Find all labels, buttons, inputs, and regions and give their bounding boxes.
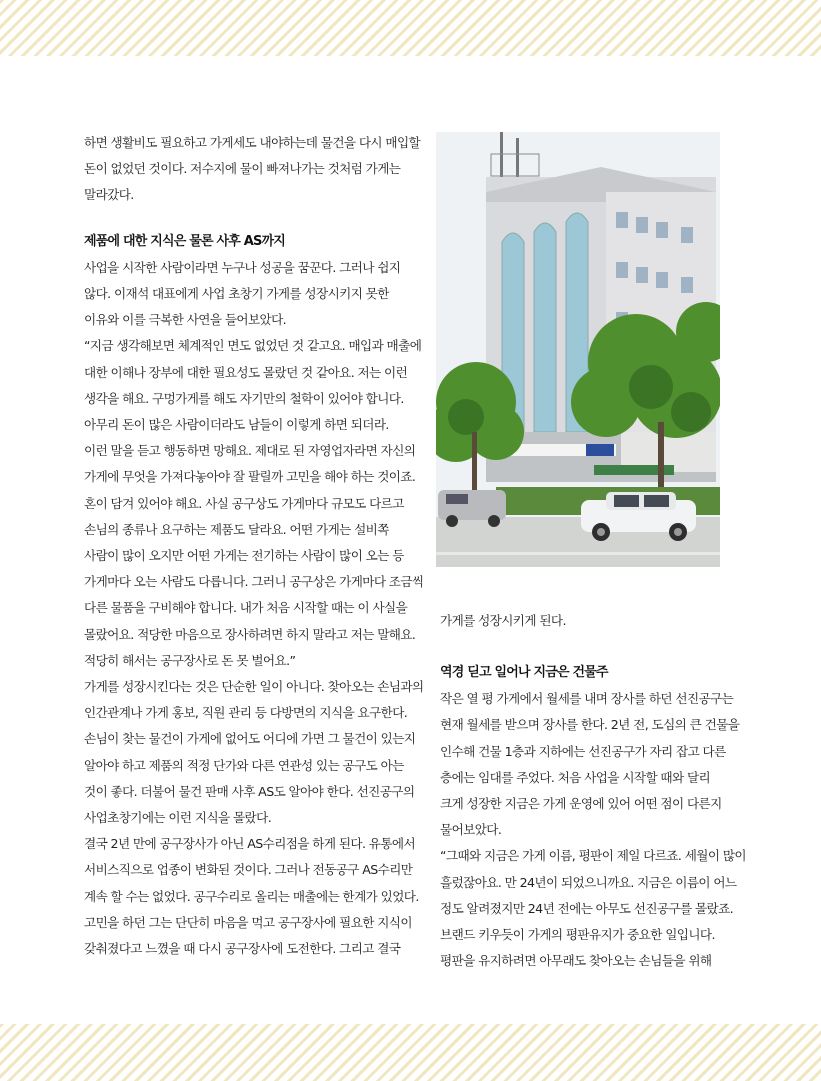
intro-line: 돈이 없었던 것이다. 저수지에 물이 빠져나가는 것처럼 가게는 (84, 161, 401, 177)
intro-line: 말라갔다. (84, 187, 134, 203)
body-line: 대한 이해나 장부에 대한 필요성도 몰랐던 것 같아요. 저는 이런 (84, 364, 408, 380)
body-line: 가게마다 오는 사람도 다릅니다. 그러니 공구상은 가게마다 조금씩 (84, 574, 424, 590)
body-line: 손님이 찾는 물건이 가게에 없어도 어디에 가면 그 물건이 있는지 (84, 731, 416, 747)
intro-paragraph (84, 130, 424, 209)
body-line: 다른 물품을 구비해야 합니다. 내가 처음 시작할 때는 이 사실을 (84, 600, 408, 616)
body-line: 알아야 하고 제품의 적정 단가와 다른 연관성 있는 공구도 아는 (84, 757, 404, 773)
right-body-line: 인수해 건물 1층과 지하에는 선진공구가 자리 잡고 다른 (440, 743, 726, 759)
left-text-column (84, 130, 424, 962)
right-body-line: 크게 성장한 지금은 가게 운영에 있어 어떤 점이 다른지 (440, 796, 722, 812)
body-line: 적당히 해서는 공구장사로 돈 못 벌어요.” (84, 652, 296, 668)
body-line: 결국 2년 만에 공구장사가 아닌 AS수리점을 하게 된다. 유통에서 (84, 836, 416, 852)
body-line: 가게에 무엇을 가져다놓아야 잘 팔릴까 고민을 해야 하는 것이죠. (84, 469, 416, 485)
body-line: 이유와 이를 극복한 사연을 들어보았다. (84, 312, 287, 328)
body-line: 계속 할 수는 없었다. 공구수리로 올리는 매출에는 한계가 있었다. (84, 888, 419, 904)
body-line: 아무리 돈이 많은 사람이더라도 남들이 이렇게 하면 되더라. (84, 417, 389, 433)
body-line: 사람이 많이 오지만 어떤 가게는 전기하는 사람이 많이 오는 등 (84, 548, 404, 564)
body-line: 갖춰졌다고 느꼈을 때 다시 공구장사에 도전한다. 그리고 결국 (84, 941, 401, 957)
section-heading-knowledge: 제품에 대한 지식은 물론 사후 AS까지 (84, 233, 286, 249)
section-heading-building-owner: 역경 딛고 일어나 지금은 건물주 (440, 665, 608, 680)
right-body-line: 브랜드 키우듯이 가게의 평판유지가 중요한 일입니다. (440, 927, 715, 943)
body-line: 인간관계나 가게 홍보, 직원 관리 등 다방면의 지식을 요구한다. (84, 705, 408, 721)
bottom-stripe-border (0, 1024, 821, 1081)
right-body-line: 물어보았다. (440, 822, 502, 838)
body-line: 사업을 시작한 사람이라면 누구나 성공을 꿈꾼다. 그러나 쉽지 (84, 259, 401, 275)
right-body-line: 정도 알려졌지만 24년 전에는 아무도 선진공구를 몰랐죠. (440, 900, 734, 916)
body-line: “지금 생각해보면 체계적인 면도 없었던 것 같고요. 매입과 매출에 (84, 338, 422, 354)
right-body-line: 흘렀잖아요. 만 24년이 되었으니까요. 지금은 이름이 어느 (440, 874, 737, 890)
building-photo (436, 132, 720, 567)
right-body-line: 작은 열 평 가게에서 월세를 내며 장사를 하던 선진공구는 (440, 691, 734, 707)
right-text-column (440, 660, 746, 974)
body-line: 않다. 이재석 대표에게 사업 초창기 가게를 성장시키지 못한 (84, 286, 389, 302)
body-line: 사업초창기에는 이런 지식을 몰랐다. (84, 810, 272, 826)
continuation-line: 가게를 성장시키게 된다. (440, 613, 566, 628)
body-paragraph-right (440, 686, 746, 974)
right-body-line: 평판을 유지하려면 아무래도 찾아오는 손님들을 위해 (440, 953, 712, 969)
body-line: 고민을 하던 그는 단단히 마음을 먹고 공구장사에 필요한 지식이 (84, 914, 412, 930)
intro-line: 하면 생활비도 필요하고 가게세도 내야하는데 물건을 다시 매입할 (84, 135, 421, 150)
right-body-line: 현재 월세를 받으며 장사를 한다. 2년 전, 도심의 큰 건물을 (440, 717, 740, 733)
body-line: 생각을 해요. 구멍가게를 해도 자기만의 철학이 있어야 합니다. (84, 390, 404, 406)
body-line: 가게를 성장시킨다는 것은 단순한 일이 아니다. 찾아오는 손님과의 (84, 679, 424, 695)
right-continuation (440, 608, 740, 634)
body-line: 혼이 담겨 있어야 해요. 사실 공구상도 가게마다 규모도 다르고 (84, 495, 404, 511)
body-line: 서비스직으로 업종이 변화된 것이다. 그러나 전동공구 AS수리만 (84, 862, 413, 878)
body-line: 몰랐어요. 적당한 마음으로 장사하려면 하지 말라고 저는 말해요. (84, 626, 416, 642)
body-paragraph (84, 255, 424, 962)
body-line: 손님의 종류나 요구하는 제품도 달라요. 어떤 가게는 설비쪽 (84, 521, 389, 537)
body-line: 것이 좋다. 더불어 물건 판매 사후 AS도 알아야 한다. 선진공구의 (84, 783, 415, 799)
right-body-line: “그때와 지금은 가게 이름, 평판이 제일 다르죠. 세월이 많이 (440, 848, 746, 864)
right-body-line: 층에는 임대를 주었다. 처음 사업을 시작할 때와 달리 (440, 769, 711, 785)
top-stripe-border (0, 0, 821, 56)
body-line: 이런 말을 듣고 행동하면 망해요. 제대로 된 자영업자라면 자신의 (84, 443, 416, 459)
